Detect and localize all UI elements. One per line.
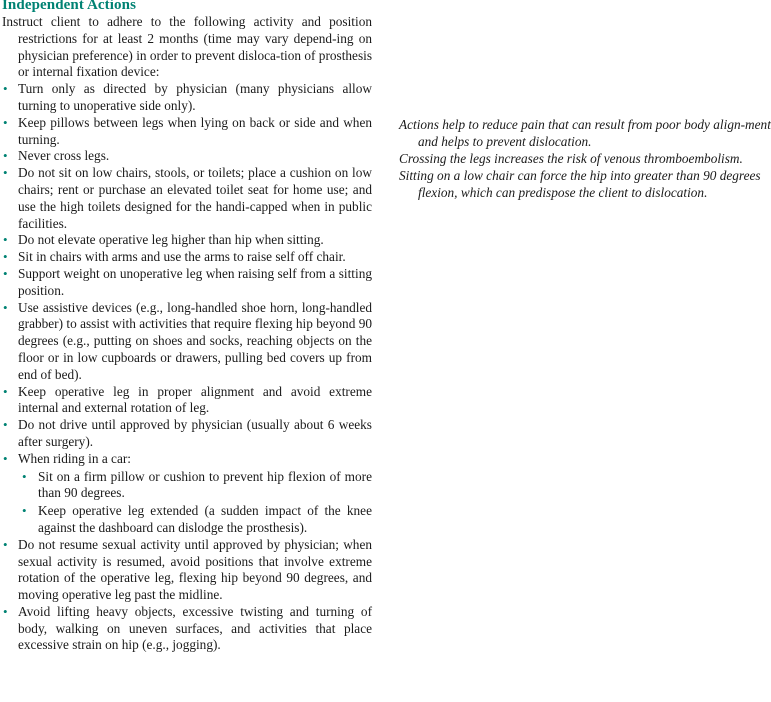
sub-list-item-text: Sit on a firm pillow or cushion to prevent hip flexion of more than 90 degrees.	[38, 468, 372, 501]
car-sub-list	[18, 469, 372, 537]
bullet-icon: •	[3, 603, 8, 619]
list-item-text: Do not sit on low chairs, stools, or toilets; place a cushion on low chairs; rent or purchase an elevated toilet seat for home use; and use the high toilets designed for the handi-capped when in public facilities.	[18, 165, 372, 231]
list-item	[2, 300, 372, 384]
bullet-icon: •	[3, 114, 8, 130]
list-item	[2, 266, 372, 300]
list-item-text: Keep pillows between legs when lying on back or side and when turning.	[18, 114, 372, 147]
list-item-text: Do not resume sexual activity until approved by physician; when sexual activity is resumed, avoid positions that involve extreme rotation of the operative leg, flexing hip beyond 90 degrees, and moving operative leg past the midline.	[18, 536, 372, 603]
list-item	[2, 115, 372, 149]
list-item-text: Keep operative leg in proper alignment and avoid extreme internal and external rotation of leg.	[18, 383, 372, 416]
bullet-icon: •	[3, 536, 8, 552]
rationale-text: Actions help to reduce pain that can result from poor body align-ment and helps to prevent dislocation.	[399, 117, 771, 149]
bullet-icon: •	[3, 265, 8, 281]
list-item-text: Support weight on unoperative leg when raising self from a sitting position.	[18, 265, 372, 298]
list-item-text: Avoid lifting heavy objects, excessive twisting and turning of body, walking on uneven surfaces, and activities that place excessive strain on hip (e.g., jogging).	[18, 603, 372, 653]
list-item	[2, 249, 372, 266]
list-item-text: Turn only as directed by physician (many physicians allow turning to unoperative side only).	[18, 81, 372, 113]
section-heading: Independent Actions	[2, 0, 137, 13]
bullet-icon: •	[3, 81, 8, 97]
actions-column	[2, 14, 372, 654]
bullet-icon: •	[3, 450, 8, 466]
bullet-icon: •	[3, 299, 8, 315]
list-item-text: When riding in a car:	[18, 450, 131, 466]
list-item	[2, 537, 372, 604]
list-item	[2, 232, 372, 249]
actions-list	[2, 81, 372, 654]
rationale-column	[399, 116, 771, 201]
sub-list-item	[18, 469, 372, 503]
list-item-text: Never cross legs.	[18, 148, 110, 164]
bullet-icon: •	[3, 383, 8, 399]
list-item	[2, 81, 372, 115]
bullet-icon: •	[3, 417, 8, 433]
list-item	[2, 417, 372, 451]
bullet-icon: •	[22, 503, 27, 519]
list-item-text: Do not drive until approved by physician (usually about 6 weeks after surgery).	[18, 417, 372, 449]
intro-paragraph: Instruct client to adhere to the following activity and position restrictions for at least 2 months (time may vary depend-ing on physician preference) in order to prevent disloca-tion of prosthesis or internal fixation device:	[2, 14, 372, 80]
sub-list-item	[18, 503, 372, 537]
bullet-icon: •	[3, 232, 8, 248]
rationale-text: Sitting on a low chair can force the hip into greater than 90 degrees flexion, which can predispose the client to dislocation.	[399, 168, 761, 200]
list-item	[2, 148, 372, 165]
bullet-icon: •	[3, 165, 8, 181]
list-item	[2, 384, 372, 418]
list-item	[2, 451, 372, 537]
sub-list-item-text: Keep operative leg extended (a sudden impact of the knee against the dashboard can dislodge the prosthesis).	[38, 503, 372, 535]
list-item-text: Do not elevate operative leg higher than hip when sitting.	[18, 232, 324, 248]
list-item-text: Use assistive devices (e.g., long-handled shoe horn, long-handled grabber) to assist with activities that require flexing hip beyond 90 degrees (e.g., putting on shoes and socks, reaching objects on the floor or in low cupboards or drawers, pulling bed covers up from end of bed).	[18, 299, 372, 382]
list-item	[2, 604, 372, 654]
bullet-icon: •	[3, 249, 8, 265]
rationale-text: Crossing the legs increases the risk of venous thromboembolism.	[399, 151, 743, 166]
list-item-text: Sit in chairs with arms and use the arms to raise self off chair.	[18, 249, 346, 265]
bullet-icon: •	[22, 468, 27, 484]
list-item	[2, 165, 372, 232]
bullet-icon: •	[3, 148, 8, 164]
